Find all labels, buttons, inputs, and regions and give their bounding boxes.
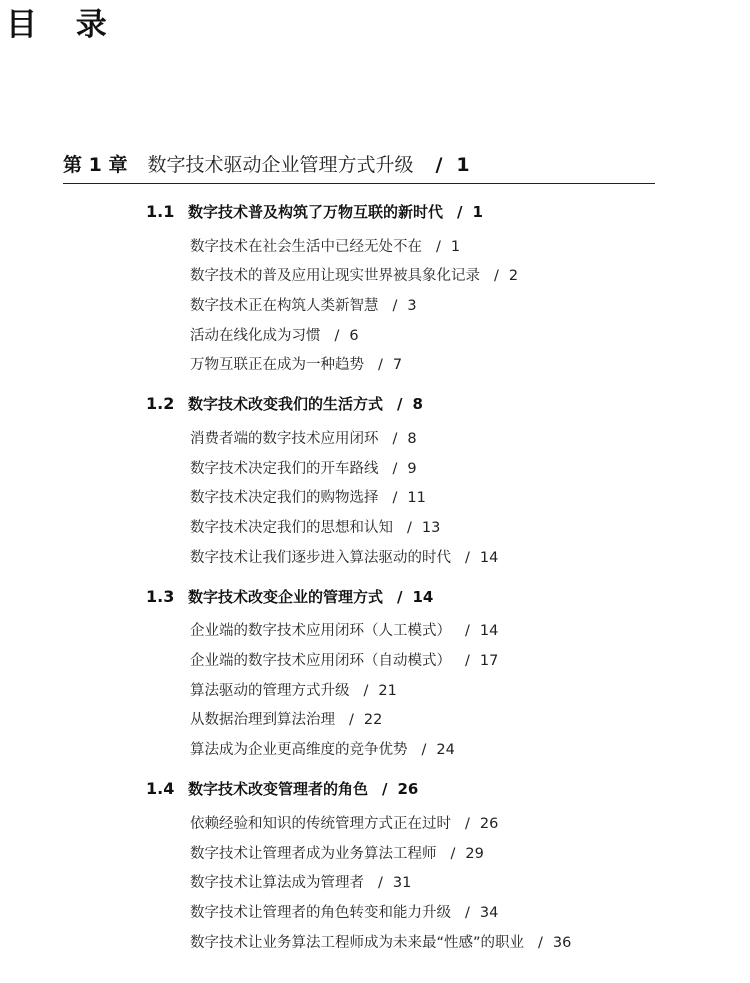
entry-separator: / xyxy=(407,520,412,536)
entry-separator: / xyxy=(436,239,441,255)
entry-page-number: 7 xyxy=(392,357,403,373)
section-number: 1.1 xyxy=(146,202,175,221)
entry-page-number: 6 xyxy=(349,328,359,344)
section-separator: / xyxy=(457,203,463,221)
entry-title: 数字技术在社会生活中已经无处不在 xyxy=(190,239,422,255)
entry-separator: / xyxy=(378,875,383,891)
section-separator: / xyxy=(382,780,388,798)
chapter-heading[interactable] xyxy=(63,150,655,184)
section-page-number: 14 xyxy=(412,588,434,606)
entry-title: 数字技术决定我们的思想和认知 xyxy=(190,520,393,536)
entry-title: 数字技术的普及应用让现实世界被具象化记录 xyxy=(190,268,480,284)
toc-entry[interactable] xyxy=(190,458,417,480)
chapter-page-value: 1 xyxy=(456,154,470,176)
section-title: 数字技术改变企业的管理方式 xyxy=(188,588,384,606)
toc-entry[interactable] xyxy=(190,843,484,865)
entry-page-number: 17 xyxy=(479,653,499,669)
entry-title: 数字技术决定我们的开车路线 xyxy=(190,461,379,477)
entry-title: 数字技术让算法成为管理者 xyxy=(190,875,364,891)
toc-entry[interactable] xyxy=(190,487,426,509)
entry-page-number: 2 xyxy=(508,268,519,284)
page-title: 目 录 xyxy=(6,7,121,43)
toc-entry[interactable] xyxy=(190,902,498,924)
entry-title: 数字技术让管理者的角色转变和能力升级 xyxy=(190,905,451,921)
entry-title: 消费者端的数字技术应用闭环 xyxy=(190,431,379,447)
entry-separator: / xyxy=(465,550,470,566)
section-title: 数字技术普及构筑了万物互联的新时代 xyxy=(188,203,444,221)
toc-entry[interactable] xyxy=(190,236,460,258)
entry-title: 算法成为企业更高维度的竞争优势 xyxy=(190,742,408,758)
toc-entry[interactable] xyxy=(190,547,498,569)
toc-entry[interactable] xyxy=(190,265,518,287)
entry-page-number: 13 xyxy=(421,520,441,536)
entry-separator: / xyxy=(465,623,470,639)
toc-entry[interactable] xyxy=(190,428,417,450)
toc-entry[interactable] xyxy=(190,680,397,702)
entry-page-number: 31 xyxy=(392,875,412,891)
entry-separator: / xyxy=(392,298,398,314)
entry-title: 算法驱动的管理方式升级 xyxy=(190,683,350,699)
entry-page-number: 21 xyxy=(378,683,397,699)
entry-title: 数字技术让我们逐步进入算法驱动的时代 xyxy=(190,550,451,566)
entry-separator: / xyxy=(392,490,398,506)
entry-separator: / xyxy=(421,742,427,758)
toc-entry[interactable] xyxy=(190,813,498,835)
section-number: 1.4 xyxy=(146,779,175,798)
entry-separator: / xyxy=(465,905,470,921)
toc-entry[interactable] xyxy=(190,620,498,642)
chapter-page-number xyxy=(427,154,469,176)
toc-entry[interactable] xyxy=(190,872,411,894)
entry-separator: / xyxy=(465,816,470,832)
entry-title: 企业端的数字技术应用闭环（人工模式） xyxy=(190,623,451,639)
toc-entry[interactable] xyxy=(190,932,571,954)
section-number: 1.2 xyxy=(146,394,175,413)
toc-entry[interactable] xyxy=(190,517,440,539)
entry-separator: / xyxy=(465,653,470,669)
entry-separator: / xyxy=(378,357,383,373)
toc-section-1-1[interactable] xyxy=(146,201,483,223)
entry-title: 万物互联正在成为一种趋势 xyxy=(190,357,364,373)
chapter-separator: / xyxy=(435,154,443,176)
section-title: 数字技术改变我们的生活方式 xyxy=(188,395,384,413)
entry-separator: / xyxy=(450,846,456,862)
toc-entry[interactable] xyxy=(190,325,359,347)
entry-separator: / xyxy=(334,328,340,344)
entry-title: 活动在线化成为习惯 xyxy=(190,328,321,344)
entry-separator: / xyxy=(494,268,499,284)
entry-page-number: 1 xyxy=(450,239,461,255)
toc-entry[interactable] xyxy=(190,295,417,317)
section-page-number: 8 xyxy=(412,395,423,413)
entry-page-number: 3 xyxy=(407,298,417,314)
entry-title: 企业端的数字技术应用闭环（自动模式） xyxy=(190,653,451,669)
toc-entry[interactable] xyxy=(190,709,382,731)
entry-page-number: 34 xyxy=(479,905,499,921)
chapter-title: 数字技术驱动企业管理方式升级 xyxy=(147,154,414,176)
entry-title: 数字技术让管理者成为业务算法工程师 xyxy=(190,846,437,862)
toc-section-1-3[interactable] xyxy=(146,586,433,608)
entry-page-number: 9 xyxy=(407,461,417,477)
entry-title: 从数据治理到算法治理 xyxy=(190,712,335,728)
entry-title: 数字技术让业务算法工程师成为未来最“性感”的职业 xyxy=(190,935,525,951)
entry-separator: / xyxy=(392,431,398,447)
toc-section-1-2[interactable] xyxy=(146,393,423,415)
entry-page-number: 26 xyxy=(479,816,499,832)
entry-separator: / xyxy=(363,683,369,699)
entry-title: 数字技术正在构筑人类新智慧 xyxy=(190,298,379,314)
entry-page-number: 24 xyxy=(436,742,455,758)
toc-section-1-4[interactable] xyxy=(146,778,418,800)
chapter-heading-row xyxy=(63,150,655,184)
section-page-number: 1 xyxy=(472,203,483,221)
section-page-number: 26 xyxy=(397,780,419,798)
section-separator: / xyxy=(397,395,403,413)
entry-separator: / xyxy=(349,712,354,728)
entry-page-number: 14 xyxy=(479,550,499,566)
section-number: 1.3 xyxy=(146,587,175,606)
section-title: 数字技术改变管理者的角色 xyxy=(188,780,369,798)
entry-separator: / xyxy=(392,461,398,477)
toc-entry[interactable] xyxy=(190,650,498,672)
entry-page-number: 22 xyxy=(363,712,383,728)
entry-page-number: 14 xyxy=(479,623,499,639)
toc-entry[interactable] xyxy=(190,739,455,761)
toc-entry[interactable] xyxy=(190,354,402,376)
entry-title: 依赖经验和知识的传统管理方式正在过时 xyxy=(190,816,451,832)
entry-title: 数字技术决定我们的购物选择 xyxy=(190,490,379,506)
entry-page-number: 8 xyxy=(407,431,417,447)
entry-page-number: 11 xyxy=(407,490,426,506)
entry-page-number: 29 xyxy=(465,846,484,862)
section-separator: / xyxy=(397,588,403,606)
entry-separator: / xyxy=(538,935,543,951)
entry-page-number: 36 xyxy=(552,935,572,951)
chapter-number: 第 1 章 xyxy=(63,154,128,176)
